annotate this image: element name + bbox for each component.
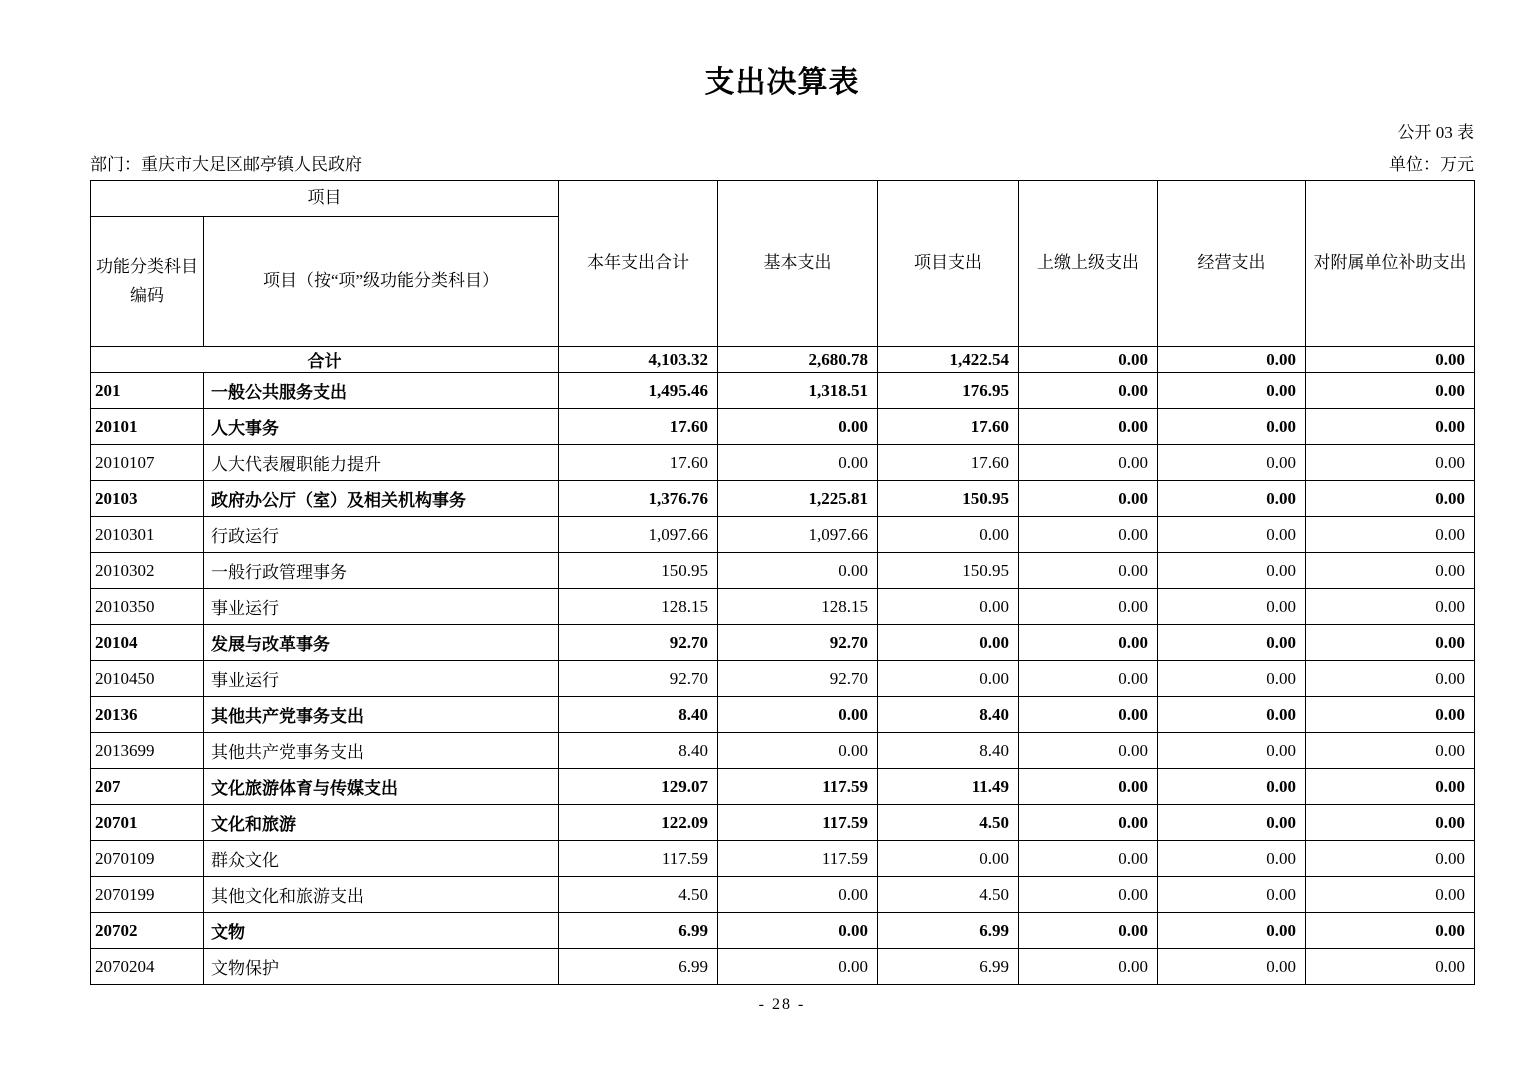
header-upturned-expenditure: 上缴上级支出: [1019, 181, 1158, 347]
table-body: [91, 347, 1475, 985]
row-item: 文物: [204, 913, 559, 949]
page-title: 支出决算表: [704, 66, 860, 99]
table-row: [91, 409, 1475, 445]
row-basic-value: 2,680.78: [718, 347, 878, 373]
row-project-value: 6.99: [878, 949, 1019, 985]
row-upturned-value: 0.00: [1019, 877, 1158, 913]
row-upturned-value: 0.00: [1019, 805, 1158, 841]
row-item: 一般行政管理事务: [204, 553, 559, 589]
row-operating-value: 0.00: [1158, 733, 1306, 769]
row-total-value: 4,103.32: [559, 347, 718, 373]
table-row: [91, 877, 1475, 913]
row-upturned-value: 0.00: [1019, 733, 1158, 769]
row-upturned-value: 0.00: [1019, 481, 1158, 517]
row-code: 20136: [91, 697, 204, 733]
row-code: 2013699: [91, 733, 204, 769]
table-row: [91, 373, 1475, 409]
row-upturned-value: 0.00: [1019, 445, 1158, 481]
row-code: 2070109: [91, 841, 204, 877]
table-row: [91, 589, 1475, 625]
header-total-expenditure: 本年支出合计: [559, 181, 718, 347]
row-subsidy-value: 0.00: [1306, 949, 1475, 985]
row-item: 文化和旅游: [204, 805, 559, 841]
row-upturned-value: 0.00: [1019, 347, 1158, 373]
table-row: [91, 913, 1475, 949]
row-item: 合计: [91, 347, 559, 373]
row-upturned-value: 0.00: [1019, 949, 1158, 985]
row-project-value: 150.95: [878, 553, 1019, 589]
header-subsidy-expenditure: 对附属单位补助支出: [1306, 181, 1475, 347]
row-code: 2010301: [91, 517, 204, 553]
table-row: [91, 445, 1475, 481]
row-code: 207: [91, 769, 204, 805]
row-total-value: 129.07: [559, 769, 718, 805]
row-basic-value: 1,225.81: [718, 481, 878, 517]
header-basic-expenditure: 基本支出: [718, 181, 878, 347]
header-group-project: 项目: [91, 181, 559, 217]
row-basic-value: 92.70: [718, 625, 878, 661]
row-project-value: 8.40: [878, 697, 1019, 733]
row-subsidy-value: 0.00: [1306, 347, 1475, 373]
row-code: 2070204: [91, 949, 204, 985]
row-operating-value: 0.00: [1158, 373, 1306, 409]
row-code: 20702: [91, 913, 204, 949]
row-basic-value: 117.59: [718, 841, 878, 877]
row-basic-value: 117.59: [718, 805, 878, 841]
row-code: 20701: [91, 805, 204, 841]
row-total-value: 1,495.46: [559, 373, 718, 409]
row-operating-value: 0.00: [1158, 769, 1306, 805]
row-subsidy-value: 0.00: [1306, 805, 1475, 841]
row-item: 人大事务: [204, 409, 559, 445]
row-operating-value: 0.00: [1158, 517, 1306, 553]
row-operating-value: 0.00: [1158, 913, 1306, 949]
row-operating-value: 0.00: [1158, 589, 1306, 625]
row-upturned-value: 0.00: [1019, 661, 1158, 697]
row-item: 一般公共服务支出: [204, 373, 559, 409]
row-total-value: 17.60: [559, 409, 718, 445]
row-operating-value: 0.00: [1158, 347, 1306, 373]
row-project-value: 0.00: [878, 517, 1019, 553]
row-project-value: 176.95: [878, 373, 1019, 409]
row-project-value: 0.00: [878, 589, 1019, 625]
row-basic-value: 0.00: [718, 913, 878, 949]
row-upturned-value: 0.00: [1019, 697, 1158, 733]
row-item: 其他共产党事务支出: [204, 697, 559, 733]
row-basic-value: 92.70: [718, 661, 878, 697]
row-project-value: 4.50: [878, 877, 1019, 913]
table-row: [91, 733, 1475, 769]
row-total-value: 92.70: [559, 625, 718, 661]
row-basic-value: 0.00: [718, 877, 878, 913]
row-total-value: 128.15: [559, 589, 718, 625]
row-item: 其他共产党事务支出: [204, 733, 559, 769]
row-item: 文化旅游体育与传媒支出: [204, 769, 559, 805]
row-item: 人大代表履职能力提升: [204, 445, 559, 481]
row-upturned-value: 0.00: [1019, 589, 1158, 625]
table-row: [91, 841, 1475, 877]
row-upturned-value: 0.00: [1019, 373, 1158, 409]
row-project-value: 17.60: [878, 445, 1019, 481]
public-table-label: 公开 03 表: [1397, 123, 1474, 142]
header-operating-expenditure: 经营支出: [1158, 181, 1306, 347]
row-operating-value: 0.00: [1158, 553, 1306, 589]
row-basic-value: 1,097.66: [718, 517, 878, 553]
row-subsidy-value: 0.00: [1306, 517, 1475, 553]
row-basic-value: 0.00: [718, 949, 878, 985]
row-item: 事业运行: [204, 589, 559, 625]
row-total-value: 17.60: [559, 445, 718, 481]
header-project-expenditure: 项目支出: [878, 181, 1019, 347]
row-operating-value: 0.00: [1158, 409, 1306, 445]
row-item: 政府办公厅（室）及相关机构事务: [204, 481, 559, 517]
row-upturned-value: 0.00: [1019, 769, 1158, 805]
row-project-value: 0.00: [878, 841, 1019, 877]
row-subsidy-value: 0.00: [1306, 877, 1475, 913]
table-row: [91, 553, 1475, 589]
row-total-value: 92.70: [559, 661, 718, 697]
row-project-value: 4.50: [878, 805, 1019, 841]
table-row: [91, 949, 1475, 985]
row-project-value: 150.95: [878, 481, 1019, 517]
row-operating-value: 0.00: [1158, 661, 1306, 697]
row-item: 其他文化和旅游支出: [204, 877, 559, 913]
row-upturned-value: 0.00: [1019, 913, 1158, 949]
row-code: 20103: [91, 481, 204, 517]
row-subsidy-value: 0.00: [1306, 769, 1475, 805]
row-item: 文物保护: [204, 949, 559, 985]
row-upturned-value: 0.00: [1019, 517, 1158, 553]
row-basic-value: 0.00: [718, 409, 878, 445]
document-page: [90, 0, 1474, 1014]
row-total-value: 117.59: [559, 841, 718, 877]
row-total-value: 150.95: [559, 553, 718, 589]
unit-label: 单位：万元: [1389, 155, 1474, 174]
row-code: 2010450: [91, 661, 204, 697]
row-subsidy-value: 0.00: [1306, 733, 1475, 769]
row-total-value: 8.40: [559, 697, 718, 733]
row-subsidy-value: 0.00: [1306, 661, 1475, 697]
row-subsidy-value: 0.00: [1306, 553, 1475, 589]
table-row: [91, 481, 1475, 517]
row-project-value: 0.00: [878, 661, 1019, 697]
meta-row: [90, 150, 1474, 175]
row-subsidy-value: 0.00: [1306, 913, 1475, 949]
row-total-value: 1,376.76: [559, 481, 718, 517]
row-subsidy-value: 0.00: [1306, 373, 1475, 409]
row-code: 2010107: [91, 445, 204, 481]
row-basic-value: 128.15: [718, 589, 878, 625]
row-code: 201: [91, 373, 204, 409]
row-item: 事业运行: [204, 661, 559, 697]
row-basic-value: 0.00: [718, 553, 878, 589]
row-operating-value: 0.00: [1158, 697, 1306, 733]
row-project-value: 0.00: [878, 625, 1019, 661]
table-row: [91, 661, 1475, 697]
row-project-value: 1,422.54: [878, 347, 1019, 373]
row-total-value: 8.40: [559, 733, 718, 769]
row-total-value: 4.50: [559, 877, 718, 913]
page-number: - 28 -: [758, 996, 806, 1013]
row-code: 2010302: [91, 553, 204, 589]
header-function-code: 功能分类科目编码: [91, 217, 204, 347]
row-operating-value: 0.00: [1158, 481, 1306, 517]
row-project-value: 11.49: [878, 769, 1019, 805]
table-row: [91, 517, 1475, 553]
row-subsidy-value: 0.00: [1306, 409, 1475, 445]
row-operating-value: 0.00: [1158, 805, 1306, 841]
row-project-value: 8.40: [878, 733, 1019, 769]
row-item: 群众文化: [204, 841, 559, 877]
row-item: 发展与改革事务: [204, 625, 559, 661]
row-subsidy-value: 0.00: [1306, 481, 1475, 517]
expenditure-table: [90, 180, 1475, 985]
row-operating-value: 0.00: [1158, 445, 1306, 481]
row-basic-value: 0.00: [718, 445, 878, 481]
row-code: 20101: [91, 409, 204, 445]
table-row: [91, 805, 1475, 841]
row-total-value: 1,097.66: [559, 517, 718, 553]
row-operating-value: 0.00: [1158, 841, 1306, 877]
row-upturned-value: 0.00: [1019, 409, 1158, 445]
row-basic-value: 1,318.51: [718, 373, 878, 409]
row-code: 2010350: [91, 589, 204, 625]
row-upturned-value: 0.00: [1019, 553, 1158, 589]
row-basic-value: 117.59: [718, 769, 878, 805]
row-code: 2070199: [91, 877, 204, 913]
table-row: [91, 347, 1475, 373]
row-code: 20104: [91, 625, 204, 661]
row-subsidy-value: 0.00: [1306, 697, 1475, 733]
row-operating-value: 0.00: [1158, 625, 1306, 661]
header-project-name: 项目（按“项”级功能分类科目）: [204, 217, 559, 347]
header-row-group: [91, 181, 1475, 217]
row-upturned-value: 0.00: [1019, 625, 1158, 661]
row-basic-value: 0.00: [718, 733, 878, 769]
table-row: [91, 697, 1475, 733]
row-subsidy-value: 0.00: [1306, 445, 1475, 481]
row-total-value: 6.99: [559, 949, 718, 985]
row-total-value: 122.09: [559, 805, 718, 841]
row-operating-value: 0.00: [1158, 877, 1306, 913]
row-subsidy-value: 0.00: [1306, 589, 1475, 625]
row-upturned-value: 0.00: [1019, 841, 1158, 877]
table-row: [91, 769, 1475, 805]
row-project-value: 17.60: [878, 409, 1019, 445]
row-item: 行政运行: [204, 517, 559, 553]
row-subsidy-value: 0.00: [1306, 625, 1475, 661]
row-project-value: 6.99: [878, 913, 1019, 949]
department-label: 部门：重庆市大足区邮亭镇人民政府: [90, 155, 362, 174]
row-operating-value: 0.00: [1158, 949, 1306, 985]
table-row: [91, 625, 1475, 661]
row-basic-value: 0.00: [718, 697, 878, 733]
row-total-value: 6.99: [559, 913, 718, 949]
row-subsidy-value: 0.00: [1306, 841, 1475, 877]
